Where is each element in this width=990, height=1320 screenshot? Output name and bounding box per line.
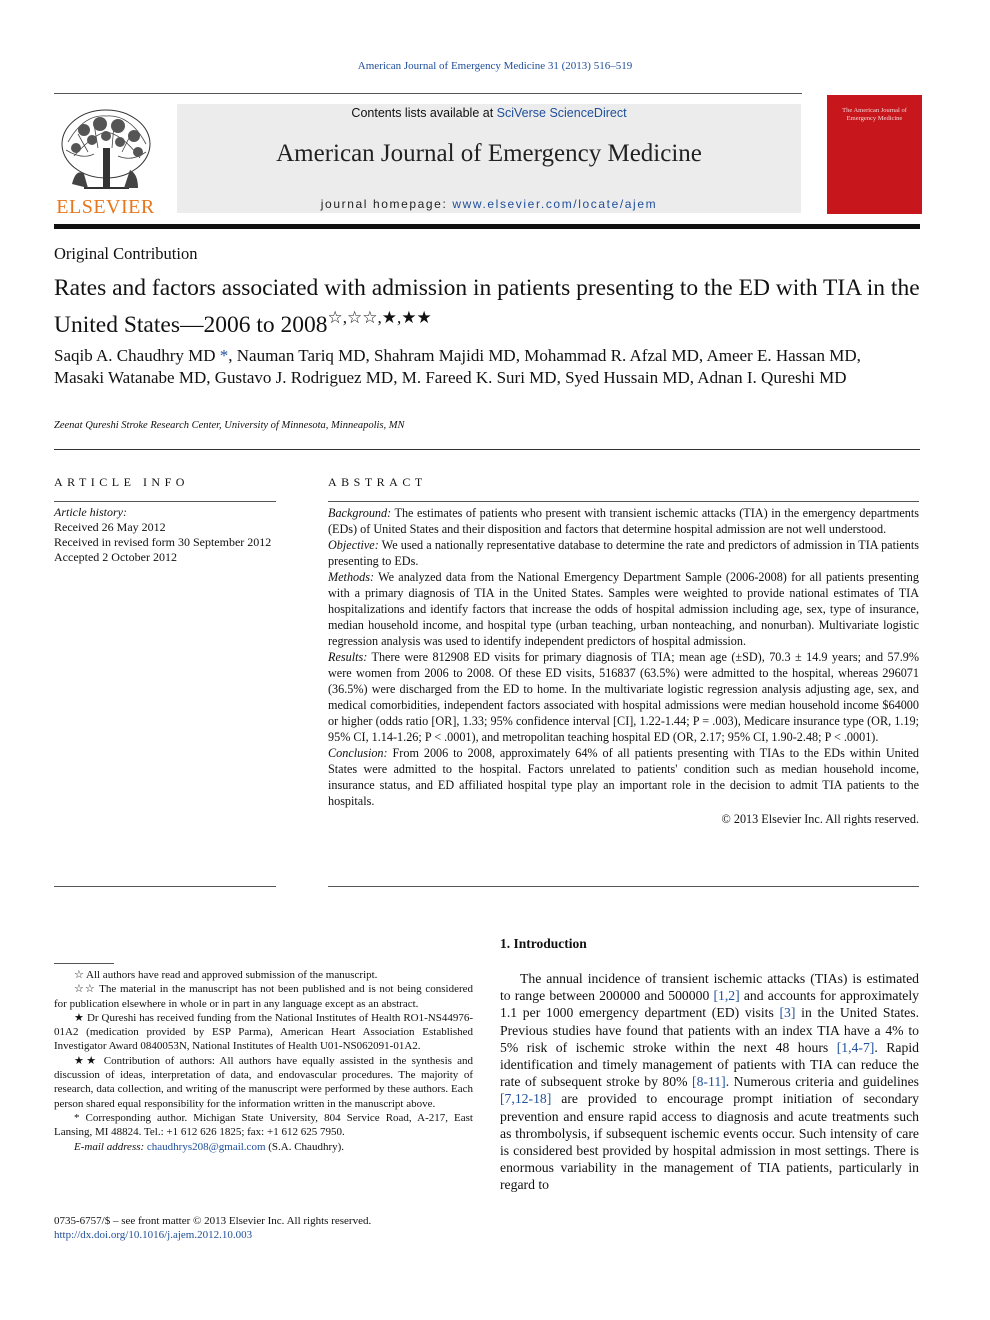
abstract-results [328, 649, 919, 745]
ref-link-4[interactable]: [8-11] [692, 1074, 726, 1090]
author-list [54, 345, 874, 389]
elsevier-wordmark: ELSEVIER [56, 196, 155, 218]
info-rule [54, 449, 920, 450]
abstract-heading: ABSTRACT [328, 475, 427, 489]
footnote-email [54, 1140, 473, 1154]
footnote-approval: ☆ All authors have read and approved submission of the manuscript. [74, 969, 378, 981]
intro-text-2: and accounts for approximately 1.1 per 1000 emergency department (ED) visits [500, 988, 919, 1021]
contents-prefix: Contents lists available at [351, 106, 497, 120]
abstract-methods [328, 569, 919, 649]
abstract-conclusion [328, 745, 919, 809]
header-rule [54, 93, 802, 94]
article-info-bottom-rule [54, 886, 276, 887]
abstract-objective [328, 537, 919, 569]
intro-paragraph [500, 970, 919, 1194]
ref-link-3[interactable]: [1,4-7] [836, 1039, 875, 1055]
results-label: Results: [328, 650, 368, 664]
abstract-bottom-rule [328, 886, 919, 887]
header-thick-rule [54, 224, 920, 229]
ref-link-5[interactable]: [7,12-18] [500, 1091, 552, 1107]
corresponding-author-mark[interactable]: * [219, 346, 229, 365]
intro-text-3: in the United States. Previous studies have found that patients with an index TIA have a 4% to 5% risk of ischemic stroke within the next 48 hours [500, 1005, 919, 1055]
email-link[interactable]: chaudhrys208@gmail.com [146, 1140, 266, 1153]
sciencedirect-link[interactable]: SciVerse ScienceDirect [496, 106, 627, 120]
intro-text-4: . Rapid identification and timely management of patients with TIA can reduce the rate of subsequent stroke by 80% [500, 1039, 919, 1090]
homepage-prefix: journal homepage: [320, 197, 453, 211]
methods-text: We analyzed data from the National Emergency Department Sample (2006-2008) for all patients presenting with a primary diagnosis of TIA in the United States. Samples were weighted to provide national estimates of TIA hospitalizations and identify factors that increase the odds of hospital admission including age, sex, type of insurance, median household income, and hospital type (urban teaching, urban nonteaching, and nonurban). Multivariate logistic regression analysis was used to identify independent predictors of hospital admission. [328, 570, 919, 648]
elsevier-logo[interactable] [54, 104, 157, 216]
homepage-link[interactable]: www.elsevier.com/locate/ajem [452, 197, 658, 211]
email-suffix: (S.A. Chaudhry). [265, 1140, 345, 1153]
footnote-corresponding: * Corresponding author. Michigan State University, 804 Service Road, A-217, East Lansing, MI 48824. Tel.: +1 612 626 1825; fax: +1 612 625 7950. [54, 1111, 473, 1139]
results-text: There were 812908 ED visits for primary diagnosis of TIA; mean age (±SD), 70.3 ± 14.9 years; and 57.9% were women from 2006 to 2008. Of these ED visits, 516837 (63.5%) were admitted to the hospital, whereas 296071 (36.5%) were discharged from the ED to home. In the multivariate logistic regression analysis adjusting age, sex, and medical comorbidities, independent factors associated with hospital admissions were median household income $64000 or higher (odds ratio [OR], 1.33; 95% confidence interval [CI], 1.22-1.44; P = .003), Medicare insurance type (OR, 1.19; 95% CI, 1.14-1.26; P < .0001), and metropolitan teaching hospital ED (OR, 2.17; 95% CI, 1.90-2.48; P < .0001). [328, 650, 919, 744]
footnote-originality: ☆☆ The material in the manuscript has not been published and is not being considered for publication elsewhere in whole or in part in any language except as an abstract. [54, 983, 473, 1010]
footnote-rule [54, 963, 114, 964]
footnote-contribution: ★★ Contribution of authors: All authors have equally assisted in the synthesis and discussion of ideas, interpretation of data, and endovascular procedures. The majority of research, data collection, and writing of the manuscript were performed by these authors. Each person shared equal responsibility for the information written in the manuscript above. [54, 1054, 473, 1110]
article-history [54, 505, 276, 565]
intro-text-1: The annual incidence of transient ischemic attacks (TIAs) is estimated to range between 200000 and 500000 [500, 971, 919, 1004]
title-footnote-marks[interactable]: ☆,☆☆,★,★★ [327, 308, 432, 327]
footnotes [54, 968, 473, 1154]
conclusion-text: From 2006 to 2008, approximately 64% of all patients presenting with TIAs to the EDs within United States were admitted to the hospital. Factors unrelated to patients' condition such as median household income, insurance status, and ED affiliated hospital type play an important role in the decision to admit TIA patients to the hospitals. [328, 746, 919, 808]
methods-label: Methods: [328, 570, 375, 584]
accepted-date: Accepted 2 October 2012 [54, 550, 177, 564]
issn-line: 0735-6757/$ – see front matter © 2013 Elsevier Inc. All rights reserved. [54, 1215, 372, 1227]
doi-link[interactable]: http://dx.doi.org/10.1016/j.ajem.2012.10.003 [54, 1229, 253, 1241]
article-title [54, 274, 929, 340]
article-title-text: Rates and factors associated with admission in patients presenting to the ED with TIA in the United States—2006 to 2008 [54, 275, 920, 338]
ref-link-1[interactable]: [1,2] [713, 988, 740, 1004]
author-rest: , Nauman Tariq MD, Shahram Majidi MD, Mohammad R. Afzal MD, Ameer E. Hassan MD, Masaki Watanabe MD, Gustavo J. Rodriguez MD, M. Fareed K. Suri MD, Syed Hussain MD, Adnan I. Qureshi MD [54, 346, 861, 387]
footnote-funding: ★ Dr Qureshi has received funding from the National Institutes of Health RO1-NS44976-01A2 (medication provided by ESP Parma), American Heart Association Established Investigator Award 0840053N, National Institutes of Health U01-NS062091-01A2. [54, 1011, 473, 1053]
revised-date: Received in revised form 30 September 2012 [54, 535, 272, 549]
history-label: Article history: [54, 505, 127, 519]
intro-text-5: . Numerous criteria and guidelines [725, 1074, 919, 1090]
article-info-heading: ARTICLE INFO [54, 475, 189, 489]
page-footer [54, 1214, 371, 1242]
email-label: E-mail address: [74, 1140, 147, 1153]
objective-text: We used a nationally representative database to determine the rate and predictors of admission in TIA patients presenting to EDs. [328, 538, 919, 568]
abstract-rule [328, 501, 919, 502]
journal-cover-title: The American Journal of Emergency Medicine [842, 107, 907, 122]
intro-text-6: are provided to encourage prompt initiation of secondary prevention and ensure rapid access to diagnosis and acute treatments such as thrombolysis, if subsequent ischemic events occur. Such intensity of care is considered best provided by hospital admission in most settings. There is enormous variability in the management of TIA patients, particularly in regard to [500, 1091, 919, 1193]
background-label: Background: [328, 506, 392, 520]
abstract-background [328, 505, 919, 537]
article-info-rule [54, 501, 276, 502]
journal-homepage [177, 197, 801, 211]
affiliation: Zeenat Qureshi Stroke Research Center, University of Minnesota, Minneapolis, MN [54, 420, 405, 431]
journal-citation[interactable]: American Journal of Emergency Medicine 31 (2013) 516–519 [357, 60, 633, 72]
abstract-body [328, 505, 919, 827]
contents-line [177, 106, 801, 120]
objective-label: Objective: [328, 538, 379, 552]
background-text: The estimates of patients who present with transient ischemic attacks (TIA) in the emergency departments (EDs) of United States and their disposition and factors that determine hospital admission are not well understood. [328, 506, 919, 536]
conclusion-label: Conclusion: [328, 746, 388, 760]
ref-link-2[interactable]: [3] [779, 1005, 796, 1021]
intro-heading: 1. Introduction [500, 936, 587, 951]
journal-title: American Journal of Emergency Medicine [276, 140, 702, 167]
received-date: Received 26 May 2012 [54, 520, 166, 534]
abstract-copyright: © 2013 Elsevier Inc. All rights reserved. [721, 812, 919, 826]
article-section: Original Contribution [54, 244, 198, 263]
author-lead[interactable]: Saqib A. Chaudhry MD [54, 346, 216, 365]
